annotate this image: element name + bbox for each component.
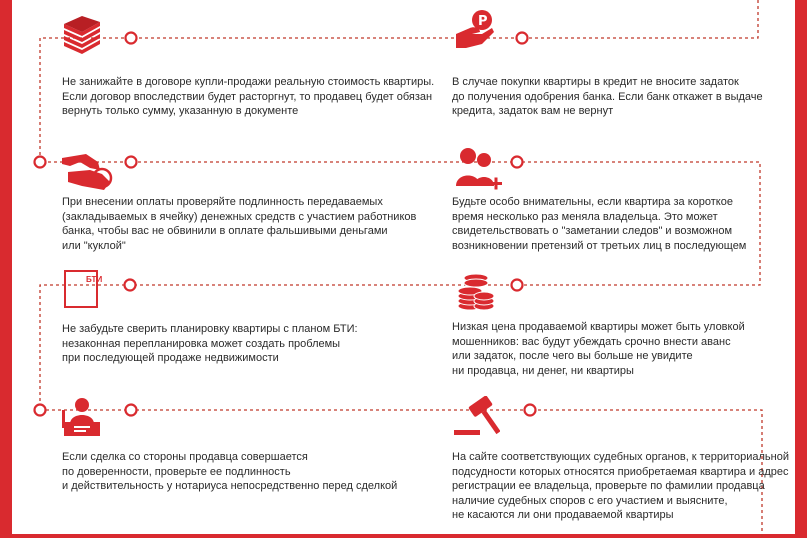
step-node — [35, 405, 46, 416]
step-node — [126, 33, 137, 44]
step-node — [35, 157, 46, 168]
tip-text: В случае покупки квартиры в кредит не вносите задаток до получения одобрения банка. Если банк откажет в выдаче кредита, задаток вам не вернут — [452, 76, 763, 117]
money-stack-icon — [60, 16, 104, 56]
tip-text: При внесении оплаты проверяйте подлинность передаваемых (закладываемых в ячейку) денежных средств с участием работников банка, чтобы вас не обвинили в оплате фальшивыми деньгами или "куклой" — [62, 196, 417, 252]
tip-text: Не занижайте в договоре купли-продажи реальную стоимость квартиры. Если договор впоследствии будет расторгнут, то продавец будет обязан вернуть только сумму, указанную в документе — [62, 76, 435, 117]
notary-icon — [60, 396, 102, 438]
tip-text: Если сделка со стороны продавца совершается по доверенности, проверьте ее подлинность и действительность у нотариуса непосредственно перед сделкой — [62, 451, 398, 492]
bti-document-icon — [64, 270, 103, 308]
tip-text: Не забудьте сверить планировку квартиры с планом БТИ: незаконная перепланировка может создать проблемы при последующей продаже недвижимости — [62, 323, 358, 364]
step-node — [517, 33, 528, 44]
bti-label: БТИ — [86, 275, 103, 284]
step-node — [525, 405, 536, 416]
step-node — [512, 280, 523, 291]
hand-money-icon — [60, 152, 120, 192]
gavel-icon — [452, 396, 500, 436]
step-node — [126, 405, 137, 416]
tip-text: На сайте соответствующих судебных органов, к территориальной подсудности которых относятся приобретаемая квартира и адрес регистрации ее владельца, проверьте по фамилии продавца наличие судебных споров с его участием и выясните, не касаются ли они продаваемой квартиры — [452, 451, 789, 521]
step-node — [125, 280, 136, 291]
hand-coin-icon — [452, 8, 498, 54]
owners-icon — [454, 146, 504, 194]
step-node — [512, 157, 523, 168]
tip-text: Будьте особо внимательны, если квартира за короткое время несколько раз меняла владельца. Это может свидетельствовать о "заметании следов" и возможном возникновении претензий от третьих лиц в последующем — [452, 196, 747, 252]
coins-stack-icon — [456, 268, 496, 312]
svg-text:Р: Р — [478, 14, 488, 29]
step-node — [126, 157, 137, 168]
tip-text: Низкая цена продаваемой квартиры может быть уловкой мошенников: вас будут убеждать срочно внести аванс или задаток, после чего вы больше не увидите ни продавца, ни денег, ни квартиры — [452, 321, 745, 377]
